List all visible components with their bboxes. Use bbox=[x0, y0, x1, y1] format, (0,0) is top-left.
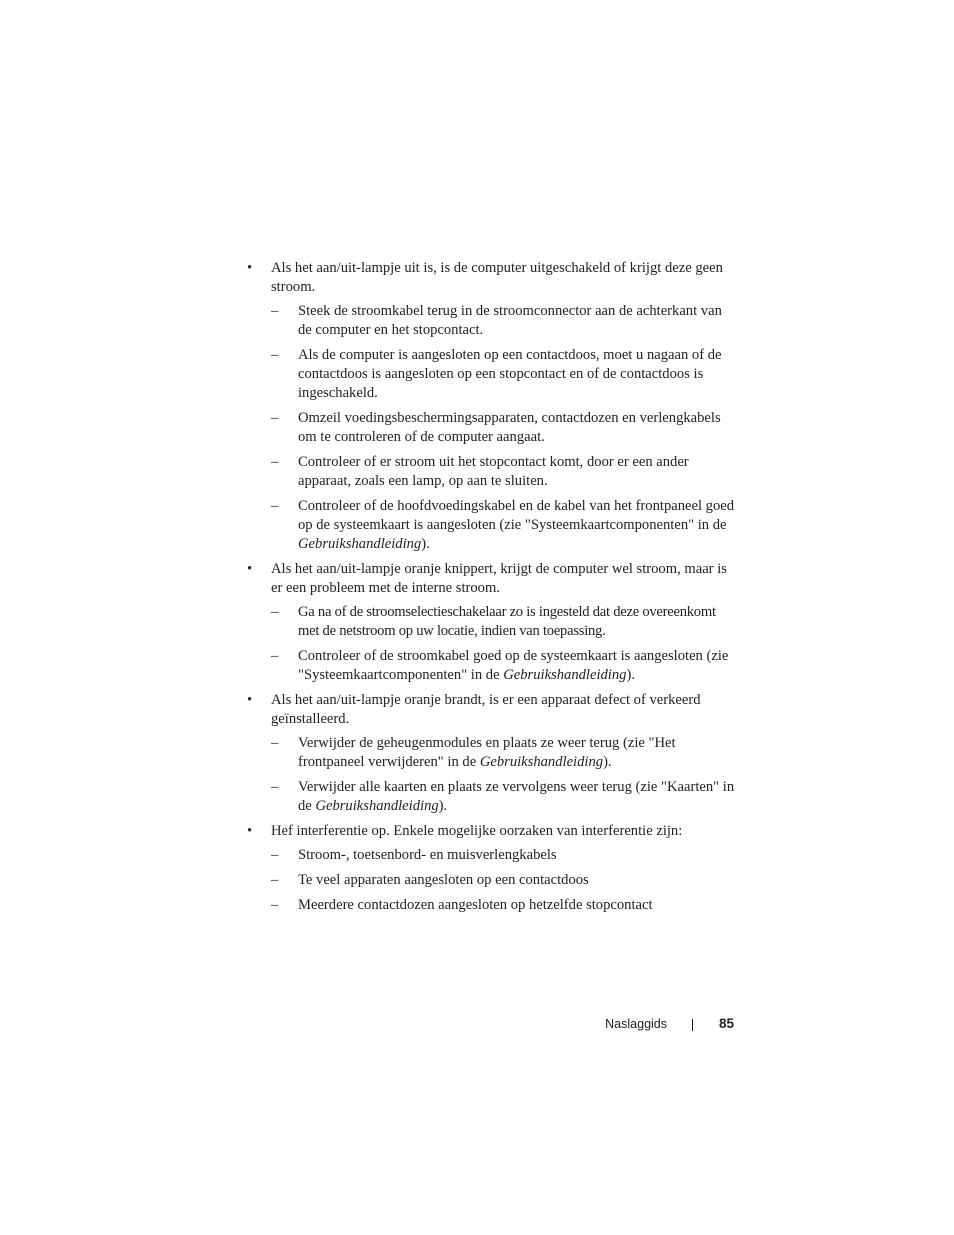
page-footer bbox=[560, 1015, 735, 1035]
dash-marker: – bbox=[271, 347, 279, 363]
sub-list bbox=[271, 302, 738, 554]
sub-list bbox=[271, 846, 738, 915]
dash-marker: – bbox=[271, 498, 279, 514]
sub-list-item bbox=[271, 871, 738, 890]
sub-list-item-text: Controleer of de hoofdvoedingskabel en de kabel van het frontpaneel goed op de systeemkaart is aangesloten (zie "Systeemkaartcomponenten" in de Gebruikshandleiding). bbox=[298, 498, 735, 552]
page-body bbox=[246, 259, 738, 921]
sub-list-item-text: Verwijder de geheugenmodules en plaats ze weer terug (zie "Het frontpaneel verwijderen" in de Gebruikshandleiding). bbox=[298, 735, 676, 770]
list-item-text: Als het aan/uit-lampje oranje knippert, krijgt de computer wel stroom, maar is er een probleem met de interne stroom. bbox=[271, 561, 727, 596]
dash-marker: – bbox=[271, 897, 279, 913]
sub-list-item bbox=[271, 497, 738, 554]
sub-list-item bbox=[271, 603, 738, 641]
list-item-text: Hef interferentie op. Enkele mogelijke oorzaken van interferentie zijn: bbox=[271, 823, 683, 839]
list-item bbox=[246, 560, 738, 685]
sub-list-item-text: Omzeil voedingsbeschermingsapparaten, contactdozen en verlengkabels om te controleren of de computer aangaat. bbox=[298, 410, 721, 445]
sub-list-item-text: Controleer of de stroomkabel goed op de systeemkaart is aangesloten (zie "Systeemkaartcomponenten" in de Gebruikshandleiding). bbox=[298, 648, 729, 683]
sub-list-item-text: Ga na of de stroomselectieschakelaar zo is ingesteld dat deze overeenkomt met de netstroom op uw locatie, indien van toepassing. bbox=[298, 604, 716, 639]
sub-list-item bbox=[271, 846, 738, 865]
sub-list-item-text: Als de computer is aangesloten op een contactdoos, moet u nagaan of de contactdoos is aangesloten op een stopcontact en of de contactdoos is ingeschakeld. bbox=[298, 347, 722, 401]
sub-list-item bbox=[271, 647, 738, 685]
dash-marker: – bbox=[271, 604, 279, 620]
bullet-marker: • bbox=[247, 260, 253, 276]
dash-marker: – bbox=[271, 872, 279, 888]
bullet-marker: • bbox=[247, 692, 253, 708]
list-item bbox=[246, 822, 738, 915]
footer-divider bbox=[692, 1019, 693, 1031]
sub-list bbox=[271, 734, 738, 816]
list-item-text: Als het aan/uit-lampje oranje brandt, is er een apparaat defect of verkeerd geïnstalleerd. bbox=[271, 692, 701, 727]
sub-list-item bbox=[271, 778, 738, 816]
sub-list-item-text: Stroom-, toetsenbord- en muisverlengkabels bbox=[298, 847, 557, 863]
sub-list-item-text: Verwijder alle kaarten en plaats ze vervolgens weer terug (zie "Kaarten" in de Gebruikshandleiding). bbox=[298, 779, 735, 814]
bullet-marker: • bbox=[247, 561, 253, 577]
bullet-marker: • bbox=[247, 823, 253, 839]
sub-list-item bbox=[271, 346, 738, 403]
sub-list-item-text: Steek de stroomkabel terug in de stroomconnector aan de achterkant van de computer en het stopcontact. bbox=[298, 303, 722, 338]
dash-marker: – bbox=[271, 454, 279, 470]
sub-list-item bbox=[271, 896, 738, 915]
dash-marker: – bbox=[271, 779, 279, 795]
page-number: 85 bbox=[718, 1016, 734, 1031]
sub-list-item bbox=[271, 409, 738, 447]
list-item bbox=[246, 691, 738, 816]
dash-marker: – bbox=[271, 303, 279, 319]
sub-list-item bbox=[271, 453, 738, 491]
dash-marker: – bbox=[271, 847, 279, 863]
sub-list-item-text: Meerdere contactdozen aangesloten op hetzelfde stopcontact bbox=[298, 897, 653, 913]
sub-list bbox=[271, 603, 738, 685]
sub-list-item bbox=[271, 302, 738, 340]
dash-marker: – bbox=[271, 410, 279, 426]
list-item bbox=[246, 259, 738, 554]
sub-list-item-text: Te veel apparaten aangesloten op een contactdoos bbox=[298, 872, 589, 888]
sub-list-item-text: Controleer of er stroom uit het stopcontact komt, door er een ander apparaat, zoals een lamp, op aan te sluiten. bbox=[298, 454, 689, 489]
troubleshooting-list bbox=[246, 259, 738, 915]
dash-marker: – bbox=[271, 735, 279, 751]
sub-list-item bbox=[271, 734, 738, 772]
footer-section-title: Naslaggids bbox=[605, 1017, 667, 1031]
list-item-text: Als het aan/uit-lampje uit is, is de computer uitgeschakeld of krijgt deze geen stroom. bbox=[271, 260, 723, 295]
dash-marker: – bbox=[271, 648, 279, 664]
